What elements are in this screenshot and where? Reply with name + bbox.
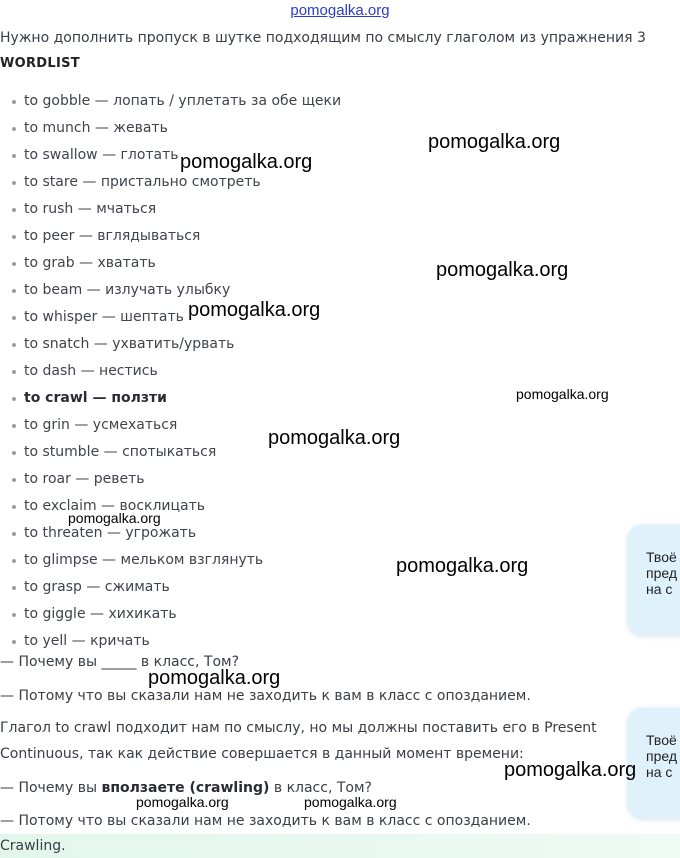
list-item: to grab — хватать (12, 250, 341, 277)
watermark: pomogalka.org (180, 151, 313, 173)
explanation-line-1: Глагол to crawl подходит нам по смыслу, но мы должны поставить его в Present (0, 720, 597, 736)
answer-bar (0, 834, 680, 858)
list-item: to roar — реветь (12, 466, 341, 493)
side-card-line: на с (646, 764, 673, 780)
list-item: to peer — вглядываться (12, 223, 341, 250)
side-card-line: Твоё (646, 549, 677, 565)
question-text-before: — Почему вы (0, 780, 102, 796)
list-item: to stare — пристально смотреть (12, 169, 341, 196)
site-header-link[interactable]: pomogalka.org (290, 2, 390, 19)
question-text-after: в класс, Том? (269, 780, 372, 796)
watermark: pomogalka.org (68, 510, 161, 526)
watermark: pomogalka.org (436, 259, 569, 281)
watermark: pomogalka.org (504, 759, 637, 781)
dialogue-answer: — Потому что вы сказали нам не заходить к вам в класс с опозданием. (0, 688, 531, 704)
list-item-highlighted: to crawl — ползти (12, 385, 341, 412)
list-item: to grin — усмехаться (12, 412, 341, 439)
list-item: to beam — излучать улыбку (12, 277, 341, 304)
watermark: pomogalka.org (268, 427, 401, 449)
list-item: to threaten — угрожать (12, 520, 341, 547)
list-item: to stumble — спотыкаться (12, 439, 341, 466)
list-item: to exclaim — восклицать (12, 493, 341, 520)
watermark: pomogalka.org (428, 131, 561, 153)
list-item: to gobble — лопать / уплетать за обе щеки (12, 88, 341, 115)
side-promo-card[interactable] (628, 525, 680, 635)
list-item: to yell — кричать (12, 628, 341, 655)
side-card-line: пред (646, 748, 678, 764)
task-intro: Нужно дополнить пропуск в шутке подходящим по смыслу глаголом из упражнения 3 (0, 30, 646, 46)
list-item: to grasp — сжимать (12, 574, 341, 601)
watermark: pomogalka.org (148, 667, 281, 689)
side-card-line: пред (646, 565, 678, 581)
watermark: pomogalka.org (304, 794, 397, 810)
list-item: to whisper — шептать (12, 304, 341, 331)
dialogue-answer-repeat: — Потому что вы сказали нам не заходить к вам в класс с опозданием. (0, 813, 531, 829)
explanation-line-2: Continuous, так как действие совершается в данный момент времени: (0, 746, 524, 762)
watermark: pomogalka.org (188, 299, 321, 321)
watermark: pomogalka.org (136, 794, 229, 810)
side-card-line: на с (646, 581, 673, 597)
filled-verb: вползаете (crawling) (101, 780, 270, 796)
list-item: to dash — нестись (12, 358, 341, 385)
side-card-line: Твоё (646, 732, 677, 748)
list-item: to glimpse — мельком взглянуть (12, 547, 341, 574)
final-answer: Crawling. (0, 838, 66, 854)
list-item: to swallow — глотать (12, 142, 341, 169)
list-item: to snatch — ухватить/урвать (12, 331, 341, 358)
watermark: pomogalka.org (516, 386, 609, 402)
list-item: to rush — мчаться (12, 196, 341, 223)
dialogue-question: — Почему вы _____ в класс, Том? (0, 654, 240, 670)
list-item: to munch — жевать (12, 115, 341, 142)
watermark: pomogalka.org (396, 555, 529, 577)
wordlist-title: WORDLIST (0, 56, 80, 71)
list-item: to giggle — хихикать (12, 601, 341, 628)
